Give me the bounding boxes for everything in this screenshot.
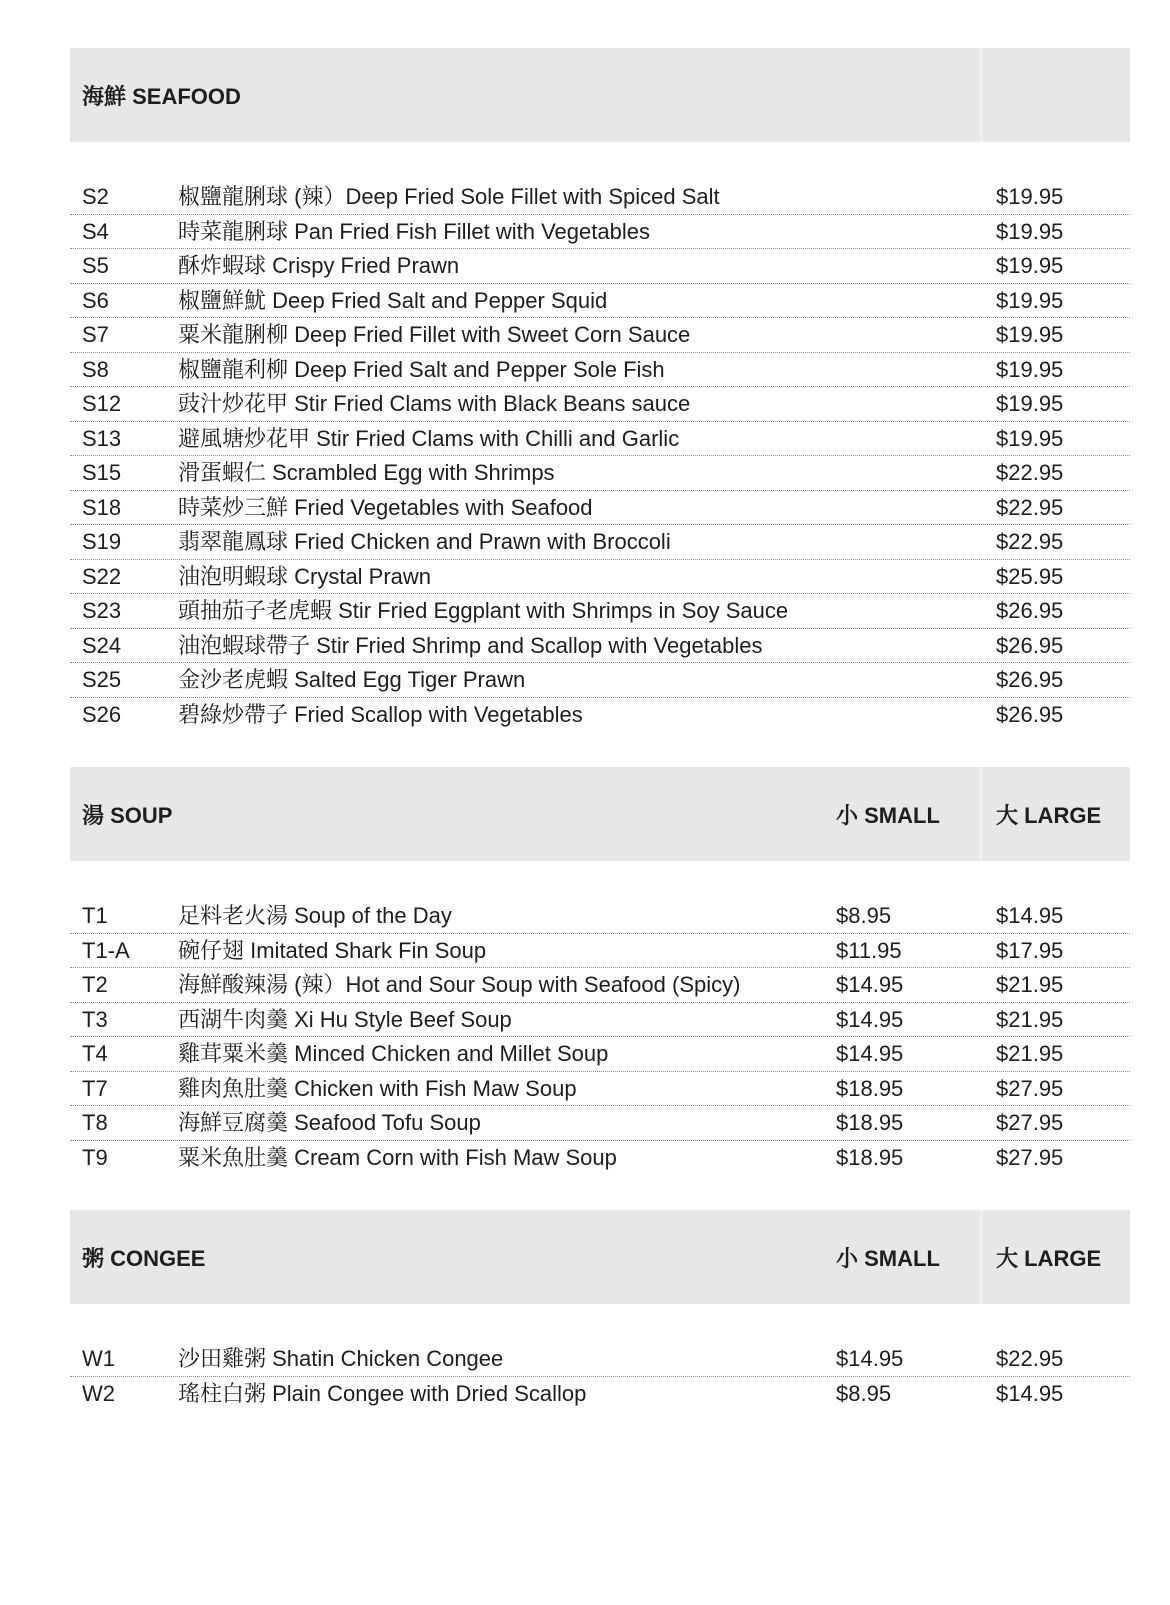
item-name: 椒鹽龍利柳 Deep Fried Salt and Pepper Sole Fish: [178, 356, 665, 382]
item-code: S5: [82, 253, 109, 278]
item-price-large: $14.95: [996, 1380, 1064, 1406]
seafood-section-header: [70, 48, 1130, 142]
item-code: S25: [82, 667, 122, 692]
congee-large-column-header: 大 LARGE: [996, 1245, 1102, 1271]
item-code: S2: [82, 184, 109, 209]
menu-item-row: [70, 525, 1130, 560]
menu-item-row: [70, 594, 1130, 629]
item-name: 粟米龍脷柳 Deep Fried Fillet with Sweet Corn Sauce: [178, 322, 691, 347]
item-code: T3: [82, 1006, 108, 1032]
item-price-small: $18.95: [836, 1144, 904, 1170]
menu-item-row: [70, 284, 1130, 319]
item-price-large: $27.95: [996, 1110, 1064, 1135]
item-code: T1: [82, 903, 108, 928]
item-code: T7: [82, 1075, 108, 1101]
menu-item-row: [70, 249, 1130, 284]
item-name: 海鮮酸辣湯 (辣）Hot and Sour Soup with Seafood (Spicy): [178, 972, 741, 997]
item-price: $19.95: [996, 356, 1064, 382]
menu-item-row: [70, 1342, 1130, 1377]
item-code: S7: [82, 322, 109, 347]
item-code: T1-A: [82, 937, 130, 963]
item-name: 避風塘炒花甲 Stir Fried Clams with Chilli and Garlic: [178, 425, 680, 451]
menu-item-row: [70, 353, 1130, 388]
menu-item-row: [70, 1003, 1130, 1038]
congee-section-title: 粥 CONGEE: [82, 1245, 206, 1271]
menu-item-row: [70, 629, 1130, 664]
menu-item-row: [70, 1141, 1130, 1175]
seafood-list: [70, 180, 1130, 731]
menu-item-row: [70, 934, 1130, 969]
item-code: S8: [82, 356, 109, 382]
soup-section-header: [70, 767, 1130, 861]
item-name: 椒鹽龍脷球 (辣）Deep Fried Sole Fillet with Spiced Salt: [178, 184, 720, 209]
menu-item-row: [70, 180, 1130, 215]
item-code: T4: [82, 1041, 108, 1066]
item-price-small: $14.95: [836, 1041, 904, 1066]
menu-item-row: [70, 215, 1130, 250]
item-name: 粟米魚肚羹 Cream Corn with Fish Maw Soup: [178, 1144, 617, 1170]
menu-page: [70, 48, 1130, 1410]
seafood-section-title: 海鮮 SEAFOOD: [82, 83, 241, 109]
item-price: $22.95: [996, 494, 1064, 520]
item-price: $19.95: [996, 253, 1064, 278]
menu-item-row: [70, 387, 1130, 422]
item-price: $26.95: [996, 598, 1064, 623]
item-code: S24: [82, 632, 122, 658]
menu-item-row: [70, 318, 1130, 353]
item-price: $19.95: [996, 322, 1064, 347]
item-name: 豉汁炒花甲 Stir Fried Clams with Black Beans sauce: [178, 391, 691, 416]
menu-item-row: [70, 1106, 1130, 1141]
item-price: $19.95: [996, 391, 1064, 416]
item-name: 雞茸粟米羹 Minced Chicken and Millet Soup: [178, 1041, 609, 1066]
item-name: 時菜炒三鮮 Fried Vegetables with Seafood: [178, 494, 593, 520]
item-price-large: $21.95: [996, 1006, 1064, 1032]
item-name: 瑤柱白粥 Plain Congee with Dried Scallop: [178, 1380, 587, 1406]
menu-item-row: [70, 698, 1130, 732]
item-price-large: $27.95: [996, 1075, 1064, 1101]
item-price: $22.95: [996, 529, 1064, 554]
item-code: W1: [82, 1346, 115, 1371]
item-code: T2: [82, 972, 108, 997]
item-name: 油泡明蝦球 Crystal Prawn: [178, 563, 432, 589]
soup-small-column-header: 小 SMALL: [836, 802, 940, 828]
item-name: 足料老火湯 Soup of the Day: [178, 903, 452, 928]
item-name: 西湖牛肉羹 Xi Hu Style Beef Soup: [178, 1006, 512, 1032]
item-code: S4: [82, 218, 109, 244]
item-name: 金沙老虎蝦 Salted Egg Tiger Prawn: [178, 667, 526, 692]
item-price: $19.95: [996, 184, 1064, 209]
item-name: 碧綠炒帶子 Fried Scallop with Vegetables: [178, 701, 583, 727]
item-price-small: $18.95: [836, 1110, 904, 1135]
menu-item-row: [70, 456, 1130, 491]
item-code: T8: [82, 1110, 108, 1135]
item-price-large: $27.95: [996, 1144, 1064, 1170]
item-code: S23: [82, 598, 122, 623]
item-price-large: $22.95: [996, 1346, 1064, 1371]
item-price-large: $21.95: [996, 972, 1064, 997]
item-price-small: $8.95: [836, 903, 892, 928]
menu-item-row: [70, 560, 1130, 595]
item-price: $26.95: [996, 667, 1064, 692]
soup-list: [70, 899, 1130, 1174]
item-price-small: $14.95: [836, 1006, 904, 1032]
soup-large-column-header: 大 LARGE: [996, 802, 1102, 828]
item-code: S13: [82, 425, 122, 451]
menu-item-row: [70, 491, 1130, 526]
item-price-small: $18.95: [836, 1075, 904, 1101]
menu-item-row: [70, 1377, 1130, 1411]
item-price: $26.95: [996, 701, 1064, 727]
item-name: 海鮮豆腐羹 Seafood Tofu Soup: [178, 1110, 481, 1135]
item-code: S6: [82, 287, 109, 313]
menu-item-row: [70, 899, 1130, 934]
item-code: T9: [82, 1144, 108, 1170]
item-price-small: $8.95: [836, 1380, 892, 1406]
item-price: $25.95: [996, 563, 1064, 589]
item-price-large: $14.95: [996, 903, 1064, 928]
item-name: 椒鹽鮮魷 Deep Fried Salt and Pepper Squid: [178, 287, 608, 313]
item-name: 酥炸蝦球 Crispy Fried Prawn: [178, 253, 460, 278]
item-price: $26.95: [996, 632, 1064, 658]
item-price: $19.95: [996, 287, 1064, 313]
item-code: S19: [82, 529, 122, 554]
item-name: 頭抽茄子老虎蝦 Stir Fried Eggplant with Shrimps in Soy Sauce: [178, 598, 789, 623]
menu-item-row: [70, 968, 1130, 1003]
item-price: $22.95: [996, 460, 1064, 485]
item-code: S26: [82, 701, 122, 727]
item-name: 碗仔翅 Imitated Shark Fin Soup: [178, 937, 487, 963]
item-price-large: $21.95: [996, 1041, 1064, 1066]
item-price: $19.95: [996, 218, 1064, 244]
menu-item-row: [70, 422, 1130, 457]
item-price: $19.95: [996, 425, 1064, 451]
congee-section-header: [70, 1210, 1130, 1304]
header-column-divider: [980, 48, 982, 142]
item-price-large: $17.95: [996, 937, 1064, 963]
item-code: S18: [82, 494, 122, 520]
item-name: 翡翠龍鳳球 Fried Chicken and Prawn with Broccoli: [178, 529, 671, 554]
soup-section-title: 湯 SOUP: [82, 802, 173, 828]
item-code: W2: [82, 1380, 115, 1406]
congee-list: [70, 1342, 1130, 1410]
menu-item-row: [70, 663, 1130, 698]
item-name: 雞肉魚肚羹 Chicken with Fish Maw Soup: [178, 1075, 577, 1101]
menu-item-row: [70, 1037, 1130, 1072]
header-column-divider: [980, 767, 982, 861]
item-code: S12: [82, 391, 122, 416]
item-name: 沙田雞粥 Shatin Chicken Congee: [178, 1346, 504, 1371]
menu-item-row: [70, 1072, 1130, 1107]
header-column-divider: [980, 1210, 982, 1304]
congee-small-column-header: 小 SMALL: [836, 1245, 940, 1271]
item-price-small: $11.95: [836, 937, 902, 963]
item-name: 油泡蝦球帶子 Stir Fried Shrimp and Scallop with Vegetables: [178, 632, 763, 658]
item-price-small: $14.95: [836, 972, 904, 997]
item-code: S22: [82, 563, 122, 589]
item-price-small: $14.95: [836, 1346, 904, 1371]
item-name: 時菜龍脷球 Pan Fried Fish Fillet with Vegetables: [178, 218, 650, 244]
item-code: S15: [82, 460, 122, 485]
item-name: 滑蛋蝦仁 Scrambled Egg with Shrimps: [178, 460, 555, 485]
